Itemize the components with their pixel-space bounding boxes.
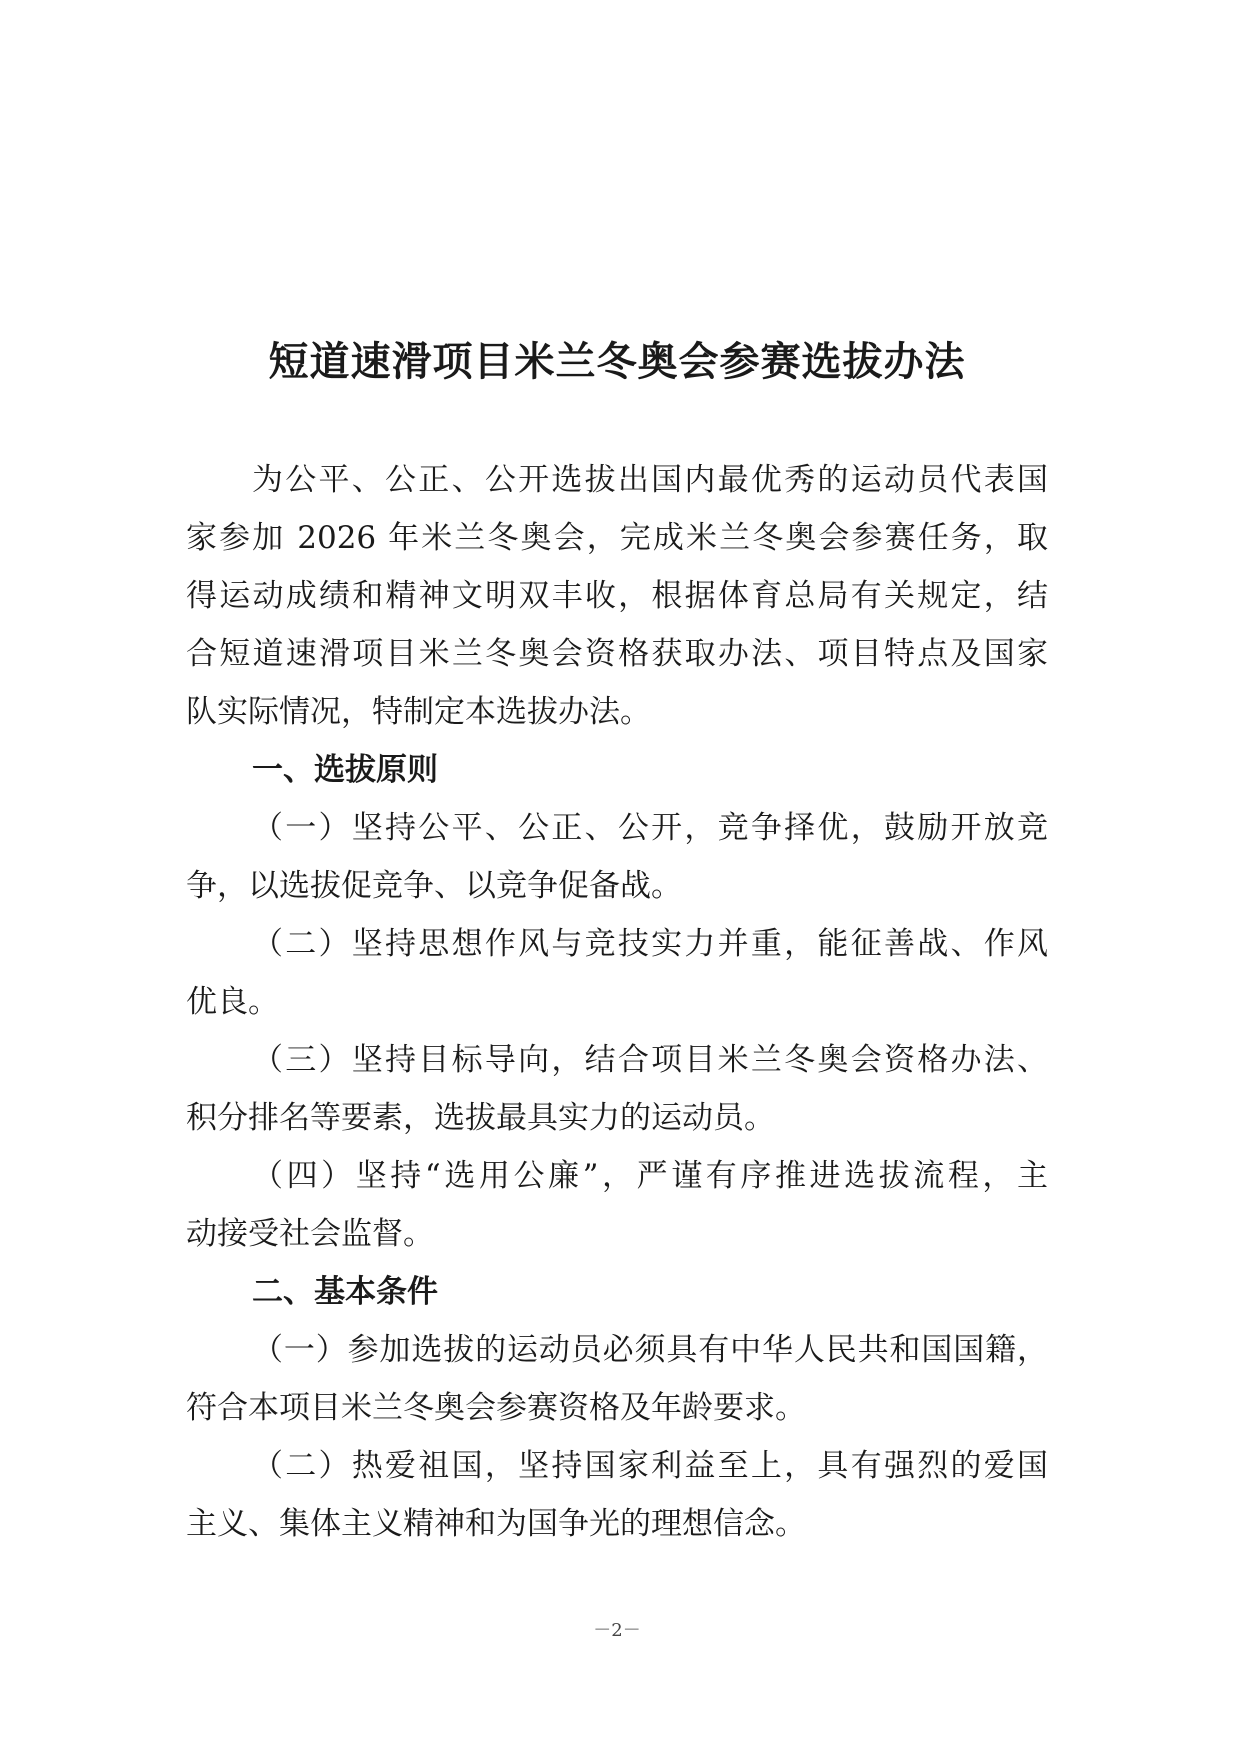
paragraph-line: 争，以选拔促竞争、以竞争促备战。 [186,868,682,904]
paragraph-line: 为公平、公正、公开选拔出国内最优秀的运动员代表国 [252,462,1048,498]
paragraph-line: 动接受社会监督。 [186,1216,434,1252]
document-title: 短道速滑项目米兰冬奥会参赛选拔办法 [268,338,966,385]
paragraph-line: 积分排名等要素，选拔最具实力的运动员。 [186,1100,775,1136]
paragraph-line: （三）坚持目标导向，结合项目米兰冬奥会资格办法、 [252,1042,1048,1078]
paragraph-line: （一）参加选拔的运动员必须具有中华人民共和国国籍， [252,1332,1048,1368]
paragraph-line: 合短道速滑项目米兰冬奥会资格获取办法、项目特点及国家 [186,636,1048,672]
section-heading: 一、选拔原则 [252,752,438,788]
paragraph-line: 主义、集体主义精神和为国争光的理想信念。 [186,1506,806,1542]
paragraph-line: 符合本项目米兰冬奥会参赛资格及年龄要求。 [186,1390,806,1426]
paragraph-line: （四）坚持“选用公廉”，严谨有序推进选拔流程，主 [252,1158,1048,1194]
paragraph-line: 家参加 2026 年米兰冬奥会，完成米兰冬奥会参赛任务，取 [186,520,1048,556]
section-heading: 二、基本条件 [252,1274,438,1310]
paragraph-line: 得运动成绩和精神文明双丰收，根据体育总局有关规定，结 [186,578,1048,614]
paragraph-line: （一）坚持公平、公正、公开，竞争择优，鼓励开放竞 [252,810,1048,846]
paragraph-line: 优良。 [186,984,279,1020]
paragraph-line: （二）热爱祖国，坚持国家利益至上，具有强烈的爱国 [252,1448,1048,1484]
page-number: －2－ [593,1620,641,1641]
paragraph-line: （二）坚持思想作风与竞技实力并重，能征善战、作风 [252,926,1048,962]
paragraph-line: 队实际情况，特制定本选拔办法。 [186,694,651,730]
